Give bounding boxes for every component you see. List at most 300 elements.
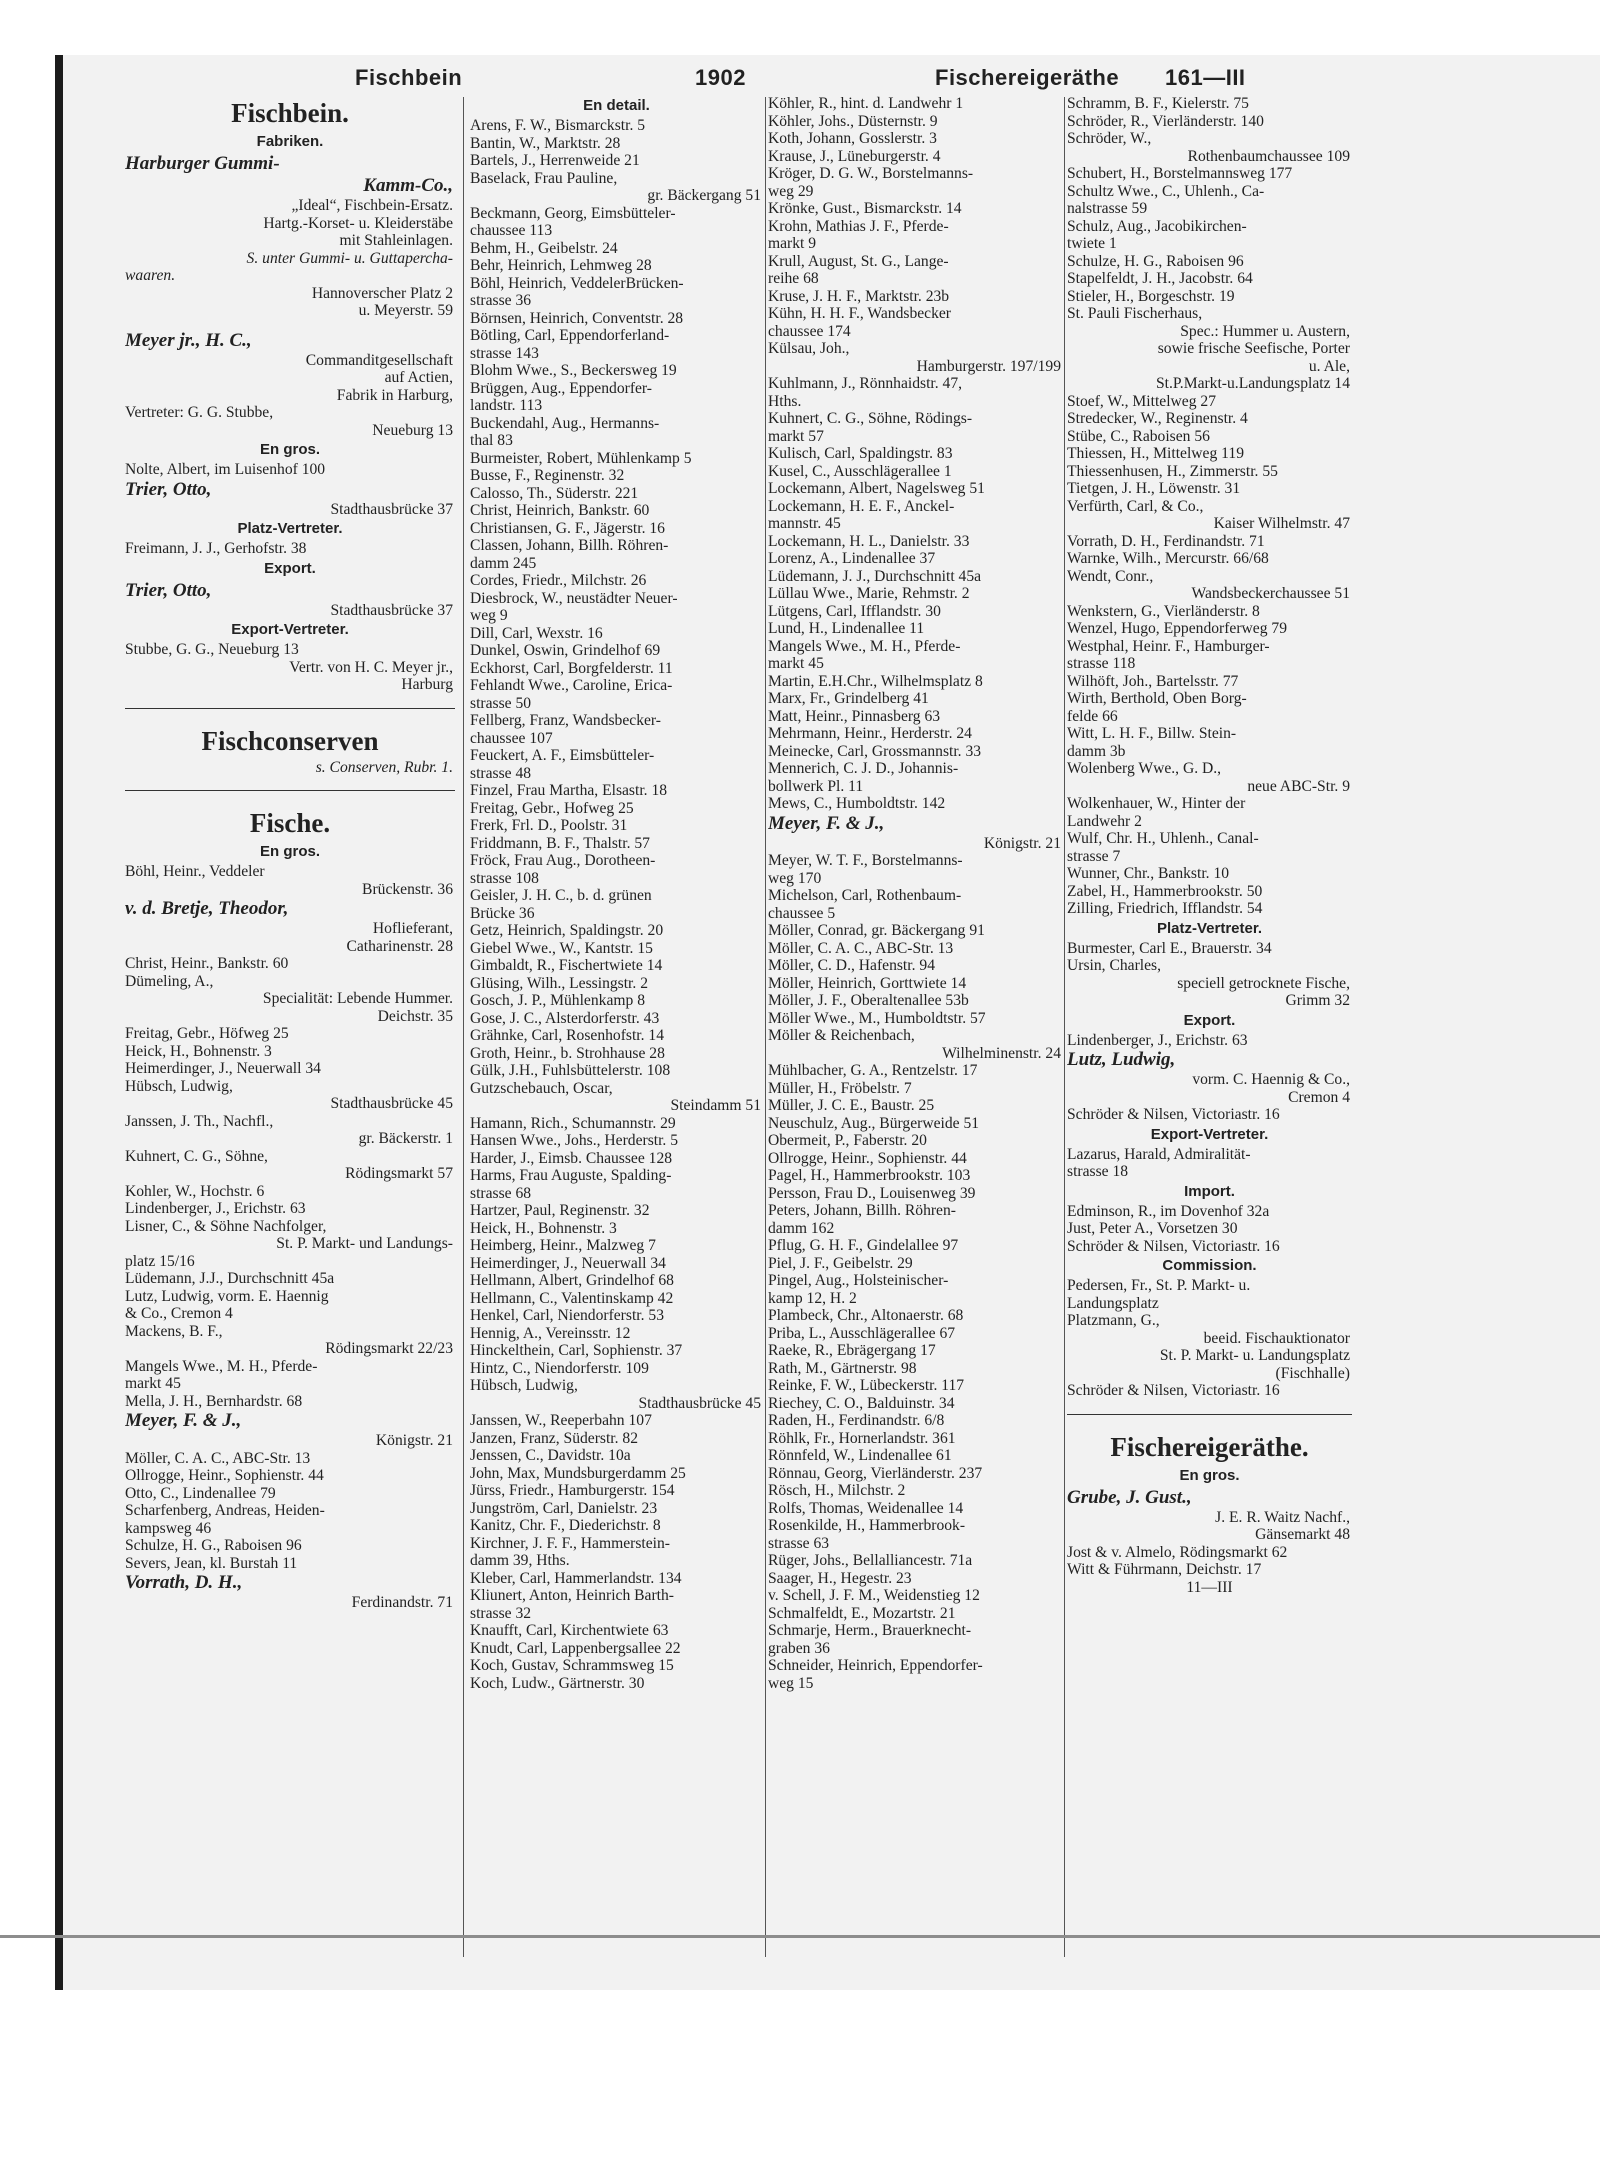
entry-line: u. Ale, [1308, 357, 1350, 375]
entry-line: Landungsplatz [1067, 1294, 1159, 1312]
entry-line: Möller, Heinrich, Gorttwiete 14 [768, 974, 967, 992]
entry-line: Fröck, Frau Aug., Dorotheen- [470, 852, 656, 869]
entry-line: Köhler, R., hint. d. Landwehr 1 [768, 95, 964, 112]
entry-line: Lazarus, Harald, Admiralität- [1067, 1145, 1251, 1163]
entry-line: Heick, H., Bohnenstr. 3 [470, 1219, 617, 1237]
running-header [55, 61, 1600, 95]
entry-line: Gutzschebauch, Oscar, [470, 1079, 613, 1097]
highlighted-entry-name: Kamm-Co., [363, 175, 453, 196]
entry-line: Otto, C., Lindenallee 79 [125, 1484, 276, 1502]
entry-line: John, Max, Mundsburgerdamm 25 [470, 1464, 686, 1482]
subsection-heading: En gros. [259, 441, 320, 458]
entry-line: Lund, H., Lindenallee 11 [768, 620, 925, 637]
highlighted-entry-name: Grube, J. Gust., [1067, 1486, 1192, 1508]
entry-line: Hellmann, C., Valentinskamp 42 [470, 1289, 674, 1307]
entry-line: Hannoverscher Platz 2 [311, 284, 453, 302]
highlighted-entry-name: Trier, Otto, [125, 579, 212, 601]
entry-line: Wunner, Chr., Bankstr. 10 [1067, 865, 1230, 882]
entry-line: gr. Bäckerstr. 1 [358, 1130, 453, 1147]
entry-line: Burmester, Carl E., Brauerstr. 34 [1067, 939, 1272, 957]
entry-line: Westphal, Heinr. F., Hamburger- [1067, 637, 1270, 655]
entry-line: twiete 1 [1067, 235, 1117, 252]
entry-line: Janssen, J. Th., Nachfl., [125, 1112, 274, 1130]
entry-line: Janssen, W., Reeperbahn 107 [470, 1412, 652, 1429]
column-3 [768, 95, 1063, 1692]
entry-line: thal 83 [470, 432, 513, 449]
section-heading: Fische. [249, 808, 331, 838]
entry-line: Deichstr. 35 [377, 1007, 453, 1025]
entry-line: v. Schell, J. F. M., Weidenstieg 12 [768, 1587, 980, 1604]
entry-line: Harms, Frau Auguste, Spalding- [470, 1167, 672, 1184]
entry-line: Dill, Carl, Wexstr. 16 [470, 624, 603, 642]
entry-line: Schröder & Nilsen, Victoriastr. 16 [1067, 1237, 1280, 1255]
entry-line: Schultz Wwe., C., Uhlenh., Ca- [1067, 182, 1265, 200]
subsection-heading: Export. [1183, 1011, 1236, 1029]
entry-line: Lockemann, H. E. F., Anckel- [768, 497, 955, 515]
entry-line: Mühlbacher, G. A., Rentzelstr. 17 [768, 1062, 978, 1079]
entry-line: Freimann, J. J., Gerhofstr. 38 [125, 540, 307, 557]
entry-line: Bötling, Carl, Eppendorferland- [470, 327, 670, 344]
entry-line: Beckmann, Georg, Eimsbütteler- [470, 204, 676, 222]
entry-line: Meyer, W. T. F., Borstelmanns- [768, 852, 963, 869]
subsection-heading: Platz-Vertreter. [1156, 919, 1263, 937]
entry-line: Schröder & Nilsen, Victoriastr. 16 [1067, 1106, 1280, 1123]
entry-line: Schröder & Nilsen, Victoriastr. 16 [1067, 1382, 1280, 1399]
highlighted-entry-name: Trier, Otto, [125, 478, 212, 500]
entry-line: chaussee 5 [768, 904, 836, 922]
entry-line: Behr, Heinrich, Lehmweg 28 [470, 257, 652, 274]
entry-line: Cremon 4 [1288, 1088, 1350, 1106]
entry-line: Raden, H., Ferdinandstr. 6/8 [768, 1412, 945, 1429]
entry-line: Dümeling, A., [125, 972, 214, 990]
entry-line: Bantin, W., Marktstr. 28 [470, 134, 621, 152]
entry-line: Brückenstr. 36 [362, 880, 453, 898]
entry-line: Jungström, Carl, Danielstr. 23 [470, 1499, 658, 1517]
entry-line: Rösch, H., Milchstr. 2 [768, 1482, 906, 1499]
entry-line: Gänsemarkt 48 [1255, 1526, 1350, 1543]
entry-line: Hansen Wwe., Johs., Herderstr. 5 [470, 1132, 679, 1149]
entry-line: Schmarje, Herm., Brauerknecht- [768, 1622, 972, 1639]
entry-line: Krönke, Gust., Bismarckstr. 14 [768, 200, 962, 217]
entry-line: mit Stahleinlagen. [339, 232, 453, 249]
column-divider [1064, 97, 1065, 1957]
entry-line: Witt, L. H. F., Billw. Stein- [1067, 725, 1237, 742]
entry-line: Stieler, H., Borgeschstr. 19 [1067, 287, 1235, 305]
entry-line: Witt & Führmann, Deichstr. 17 [1067, 1561, 1262, 1578]
entry-line: Zabel, H., Hammerbrookstr. 50 [1067, 882, 1263, 900]
section-heading: Fischconserven [201, 725, 379, 756]
entry-line: strasse 7 [1067, 847, 1121, 865]
entry-line: strasse 36 [470, 292, 532, 309]
entry-line: Wendt, Conr., [1067, 567, 1154, 585]
entry-line: Hintz, C., Niendorferstr. 109 [470, 1359, 649, 1377]
entry-line: Gülk, J.H., Fuhlsbüttelerstr. 108 [470, 1062, 671, 1079]
entry-line: Plambeck, Chr., Altonaerstr. 68 [768, 1307, 964, 1324]
entry-line: Lutz, Ludwig, vorm. E. Haennig [125, 1287, 329, 1305]
entry-line: Stapelfeldt, J. H., Jacobstr. 64 [1067, 270, 1253, 287]
entry-line: Saager, H., Hegestr. 23 [768, 1569, 912, 1587]
entry-line: neue ABC-Str. 9 [1247, 777, 1350, 795]
section-divider [125, 790, 455, 791]
entry-line: Kruse, J. H. F., Marktstr. 23b [768, 287, 950, 305]
entry-line: Martin, E.H.Chr., Wilhelmsplatz 8 [768, 672, 983, 690]
entry-line: Möller Wwe., M., Humboldtstr. 57 [768, 1009, 986, 1027]
subsection-heading: Commission. [1162, 1257, 1257, 1274]
entry-line: chaussee 174 [768, 322, 851, 340]
entry-line: Stubbe, G. G., Neueburg 13 [125, 641, 299, 658]
entry-line: Krohn, Mathias J. F., Pferde- [768, 217, 949, 235]
entry-line: Rath, M., Gärtnerstr. 98 [768, 1359, 917, 1377]
entry-line: strasse 108 [470, 869, 539, 887]
entry-line: Lindenberger, J., Erichstr. 63 [125, 1200, 306, 1217]
entry-line: Groth, Heinr., b. Strohhause 28 [470, 1044, 665, 1062]
entry-line: Möller, C. A. C., ABC-Str. 13 [768, 939, 954, 957]
entry-line: Königstr. 21 [375, 1432, 453, 1449]
highlighted-entry-name: Vorrath, D. H., [125, 1572, 243, 1593]
entry-line: Christ, Heinr., Bankstr. 60 [125, 955, 289, 972]
entry-line: Heimberg, Heinr., Malzweg 7 [470, 1237, 656, 1254]
entry-line: Wirth, Berthold, Oben Borg- [1067, 690, 1247, 707]
column-1 [125, 95, 455, 1612]
entry-line: Raeke, R., Ebrägergang 17 [768, 1342, 936, 1359]
entry-line: Schröder, W., [1067, 130, 1152, 147]
entry-line: Mews, C., Humboldtstr. 142 [768, 795, 946, 812]
highlighted-entry-name: Meyer, F. & J., [125, 1410, 242, 1431]
entry-line: Lorenz, A., Lindenallee 37 [768, 550, 936, 567]
entry-line: Hinckelthein, Carl, Sophienstr. 37 [470, 1342, 683, 1359]
entry-line: kampsweg 46 [125, 1519, 212, 1537]
entry-line: Müller, J. C. E., Baustr. 25 [768, 1097, 935, 1114]
entry-line: Müller, H., Fröbelstr. 7 [768, 1079, 912, 1097]
entry-line: Scharfenberg, Andreas, Heiden- [125, 1502, 325, 1519]
entry-line: Stadthausbrücke 45 [330, 1095, 453, 1112]
entry-line: Catharinenstr. 28 [346, 937, 453, 955]
entry-line: chaussee 113 [470, 222, 553, 239]
entry-line: Jost & v. Almelo, Rödingsmarkt 62 [1067, 1543, 1288, 1561]
entry-line: Gimbaldt, R., Fischertwiete 14 [470, 957, 663, 974]
entry-line: Meinecke, Carl, Grossmannstr. 33 [768, 742, 982, 760]
entry-line: Wilhöft, Joh., Bartelsstr. 77 [1067, 672, 1239, 690]
entry-line: St.P.Markt-u.Landungsplatz 14 [1155, 375, 1350, 392]
entry-line: Dunkel, Oswin, Grindelhof 69 [470, 642, 661, 659]
entry-line: Landwehr 2 [1067, 812, 1142, 830]
entry-line: Christ, Heinrich, Bankstr. 60 [470, 502, 650, 519]
entry-line: Jenssen, C., Davidstr. 10a [470, 1447, 631, 1464]
entry-line: Diesbrock, W., neustädter Neuer- [470, 589, 678, 607]
entry-line: Janzen, Franz, Süderstr. 82 [470, 1429, 639, 1447]
entry-line: S. unter Gummi- u. Guttapercha- [246, 249, 453, 267]
highlighted-entry-name: Meyer, F. & J., [768, 812, 885, 834]
entry-line: Rolfs, Thomas, Weidenallee 14 [768, 1499, 964, 1517]
entry-line: Mella, J. H., Bernhardstr. 68 [125, 1392, 303, 1410]
subsection-heading: En gros. [1179, 1466, 1240, 1484]
column-4 [1067, 95, 1352, 1596]
entry-line: Zilling, Friedrich, Ifflandstr. 54 [1067, 900, 1263, 917]
entry-line: Hartg.-Korset- u. Kleiderstäbe [263, 214, 453, 232]
spacer [125, 320, 455, 330]
entry-line: Kirchner, J. F. F., Hammerstein- [470, 1534, 670, 1552]
entry-line: Königstr. 21 [983, 834, 1061, 852]
entry-line: vorm. C. Haennig & Co., [1192, 1071, 1350, 1088]
entry-line: mannstr. 45 [768, 515, 841, 532]
entry-line: Külsau, Joh., [768, 340, 850, 357]
entry-line: Kröger, D. G. W., Borstelmanns- [768, 165, 974, 182]
entry-line: Krause, J., Lüneburgerstr. 4 [768, 147, 941, 165]
entry-line: Koch, Ludw., Gärtnerstr. 30 [470, 1674, 645, 1692]
entry-line: Hths. [768, 392, 802, 410]
highlighted-entry-name: Meyer jr., H. C., [125, 329, 252, 351]
header-year: 1902 [695, 65, 746, 90]
entry-line: damm 245 [470, 554, 537, 572]
entry-line: weg 15 [768, 1674, 814, 1692]
entry-line: Stredecker, W., Reginenstr. 4 [1067, 410, 1248, 427]
entry-line: Hennig, A., Vereinsstr. 12 [470, 1324, 631, 1342]
entry-line: Brüggen, Aug., Eppendorfer- [470, 379, 653, 397]
entry-line: Mehrmann, Heinr., Herderstr. 24 [768, 725, 972, 742]
entry-line: Köhler, Johs., Düsternstr. 9 [768, 112, 938, 130]
entry-line: Böhl, Heinr., Veddeler [125, 863, 265, 880]
entry-line: beeid. Fischauktionator [1203, 1329, 1350, 1347]
subsection-heading: Export-Vertreter. [1150, 1125, 1269, 1143]
entry-line: markt 45 [768, 655, 824, 672]
header-right-keyword: Fischereigeräthe [935, 65, 1120, 90]
column-divider [463, 97, 464, 1957]
entry-line: Persson, Frau D., Louisenweg 39 [768, 1184, 976, 1202]
entry-line: Hamburgerstr. 197/199 [916, 357, 1061, 375]
entry-line: Kuhnert, C. G., Söhne, Rödings- [768, 410, 973, 427]
entry-line: chaussee 107 [470, 729, 553, 747]
entry-line: Commanditgesellschaft [305, 351, 453, 369]
entry-line: Mangels Wwe., M. H., Pferde- [125, 1357, 318, 1375]
subsection-heading: En gros. [259, 843, 320, 860]
entry-line: Lütgens, Carl, Ifflandstr. 30 [768, 602, 941, 620]
entry-line: Classen, Johann, Billh. Röhren- [470, 537, 669, 554]
entry-line: Kaiser Wilhelmstr. 47 [1213, 515, 1350, 532]
entry-line: Henkel, Carl, Niendorferstr. 53 [470, 1307, 665, 1324]
subsection-heading: Platz-Vertreter. [237, 520, 343, 537]
entry-line: Lockemann, H. L., Danielstr. 33 [768, 532, 970, 550]
entry-line: Neuschulz, Aug., Bürgerweide 51 [768, 1114, 980, 1132]
section-heading: Fischereigeräthe. [1110, 1431, 1309, 1462]
entry-line: Stoef, W., Mittelweg 27 [1067, 392, 1217, 410]
entry-line: Mennerich, C. J. D., Johannis- [768, 760, 959, 777]
highlighted-entry-name: Harburger Gummi- [125, 153, 280, 174]
entry-line: Feuckert, A. F., Eimsbütteler- [470, 747, 655, 764]
entry-line: strasse 118 [1067, 655, 1136, 672]
entry-line: Michelson, Carl, Rothenbaum- [768, 887, 962, 904]
entry-line: Rothenbaumchaussee 109 [1187, 147, 1350, 165]
entry-line: Steindamm 51 [670, 1097, 761, 1114]
entry-line: Severs, Jean, kl. Burstah 11 [125, 1554, 298, 1572]
entry-line: reihe 68 [768, 270, 819, 287]
entry-line: Edminson, R., im Dovenhof 32a [1067, 1202, 1270, 1220]
entry-line: Schulze, H. G., Raboisen 96 [1067, 252, 1244, 270]
entry-line: Ferdinandstr. 71 [351, 1594, 453, 1611]
entry-line: Arens, F. W., Bismarckstr. 5 [470, 117, 646, 134]
entry-line: Möller, Conrad, gr. Bäckergang 91 [768, 922, 985, 939]
entry-line: Fellberg, Franz, Wandsbecker- [470, 712, 661, 729]
entry-line: Schulze, H. G., Raboisen 96 [125, 1537, 302, 1554]
entry-line: Hoflieferant, [372, 920, 453, 937]
entry-line: Möller, C. D., Hafenstr. 94 [768, 957, 935, 974]
entry-line: Eckhorst, Carl, Borgfelderstr. 11 [470, 659, 673, 677]
entry-line: Verfürth, Carl, & Co., [1067, 497, 1204, 515]
entry-line: Schulz, Aug., Jacobikirchen- [1067, 217, 1247, 235]
entry-line: Thiessenhusen, H., Zimmerstr. 55 [1067, 462, 1278, 480]
section-heading: Fischbein. [231, 98, 349, 128]
entry-line: Harder, J., Eimsb. Chaussee 128 [470, 1149, 673, 1167]
entry-line: Finzel, Frau Martha, Elsastr. 18 [470, 782, 668, 799]
entry-line: St. Pauli Fischerhaus, [1067, 305, 1203, 322]
entry-line: Busse, F., Reginenstr. 32 [470, 467, 625, 484]
entry-line: Vertreter: G. G. Stubbe, [125, 404, 274, 421]
entry-line: St. P. Markt- und Landungs- [276, 1235, 453, 1252]
entry-line: Cordes, Friedr., Milchstr. 26 [470, 572, 647, 589]
entry-line: Lüdemann, J.J., Durchschnitt 45a [125, 1270, 335, 1287]
entry-line: Glüsing, Wilh., Lessingstr. 2 [470, 974, 648, 992]
entry-line: weg 170 [768, 869, 822, 887]
entry-line: Knaufft, Carl, Kirchentwiete 63 [470, 1622, 669, 1639]
entry-line: Gosch, J. P., Mühlenkamp 8 [470, 992, 645, 1009]
entry-line: Koth, Johann, Gosslerstr. 3 [768, 130, 937, 147]
entry-line: s. Conserven, Rubr. 1. [315, 758, 453, 776]
entry-line: Ursin, Charles, [1067, 957, 1161, 974]
entry-line: Kanitz, Chr. F., Diederichstr. 8 [470, 1517, 661, 1534]
entry-line: Knudt, Carl, Lappenbergsallee 22 [470, 1639, 681, 1657]
entry-line: strasse 50 [470, 694, 532, 712]
entry-line: Wolenberg Wwe., G. D., [1067, 760, 1222, 777]
entry-line: Rüger, Johs., Bellalliancestr. 71a [768, 1552, 973, 1569]
entry-line: Kuhlmann, J., Rönnhaidstr. 47, [768, 375, 963, 392]
entry-line: Fabrik in Harburg, [336, 386, 453, 404]
entry-line: Burmeister, Robert, Mühlenkamp 5 [470, 449, 692, 467]
highlighted-entry-name: Lutz, Ludwig, [1067, 1049, 1176, 1070]
entry-line: Rönnau, Georg, Vierländerstr. 237 [768, 1464, 983, 1482]
entry-line: Christiansen, G. F., Jägerstr. 16 [470, 519, 665, 537]
entry-line: Specialität: Lebende Hummer. [262, 990, 453, 1007]
entry-line: Möller, J. F., Oberaltenallee 53b [768, 992, 969, 1009]
entry-line: Möller & Reichenbach, [768, 1027, 915, 1044]
entry-line: Stadthausbrücke 37 [330, 500, 453, 518]
entry-line: (Fischhalle) [1275, 1364, 1350, 1382]
entry-line: Just, Peter A., Vorsetzen 30 [1067, 1220, 1238, 1237]
section-divider [1067, 1414, 1352, 1415]
entry-line: Matt, Heinr., Pinnasberg 63 [768, 707, 941, 725]
entry-line: Behm, H., Geibelstr. 24 [470, 239, 618, 257]
entry-line: auf Actien, [384, 369, 453, 386]
entry-line: Lüllau Wwe., Marie, Rehmstr. 2 [768, 585, 970, 602]
entry-line: Pingel, Aug., Holsteinischer- [768, 1272, 949, 1289]
entry-line: Freitag, Gebr., Höfweg 25 [125, 1025, 289, 1042]
entry-line: landstr. 113 [470, 397, 543, 414]
entry-line: Heimerdinger, J., Neuerwall 34 [125, 1060, 321, 1077]
book-spine-edge [55, 55, 63, 1990]
entry-line: Kulisch, Carl, Spaldingstr. 83 [768, 445, 953, 462]
entry-line: Ollrogge, Heinr., Sophienstr. 44 [125, 1467, 324, 1484]
subsection-heading: Import. [1184, 1182, 1235, 1200]
entry-line: Blohm Wwe., S., Beckersweg 19 [470, 362, 677, 379]
scan-bottom-edge [0, 1935, 1600, 1938]
section-divider [125, 708, 455, 709]
entry-line: Stadthausbrücke 37 [330, 601, 453, 619]
entry-line: Wenkstern, G., Vierländerstr. 8 [1067, 602, 1260, 620]
entry-line: Geisler, J. H. C., b. d. grünen [470, 887, 652, 904]
header-left-keyword: Fischbein [355, 65, 463, 90]
entry-line: Heick, H., Bohnenstr. 3 [125, 1042, 272, 1060]
entry-line: Giebel Wwe., W., Kantstr. 15 [470, 939, 653, 957]
entry-line: Hamann, Rich., Schumannstr. 29 [470, 1114, 676, 1132]
entry-line: Lüdemann, J. J., Durchschnitt 45a [768, 567, 982, 585]
entry-line: Rödingsmarkt 57 [345, 1165, 453, 1182]
entry-line: Lindenberger, J., Erichstr. 63 [1067, 1031, 1248, 1049]
entry-line: Kliunert, Anton, Heinrich Barth- [470, 1587, 674, 1604]
entry-line: Jürss, Friedr., Hamburgerstr. 154 [470, 1482, 675, 1499]
entry-line: strasse 18 [1067, 1163, 1129, 1180]
entry-line: Wandsbeckerchaussee 51 [1191, 585, 1350, 602]
entry-line: weg 9 [470, 607, 508, 624]
entry-line: Buckendahl, Aug., Hermanns- [470, 414, 660, 432]
entry-line: Frerk, Frl. D., Poolstr. 31 [470, 817, 628, 834]
entry-line: damm 3b [1067, 742, 1126, 760]
entry-line: Vertr. von H. C. Meyer jr., [289, 658, 453, 676]
entry-line: 11—III [1186, 1578, 1233, 1596]
entry-line: Schramm, B. F., Kielerstr. 75 [1067, 95, 1249, 112]
entry-line: Kohler, W., Hochstr. 6 [125, 1182, 265, 1200]
entry-line: Spec.: Hummer u. Austern, [1180, 322, 1350, 340]
subsection-heading: Export-Vertreter. [231, 621, 349, 638]
entry-line: Piel, J. F., Geibelstr. 29 [768, 1254, 913, 1272]
entry-line: Kühn, H. H. F., Wandsbecker [768, 305, 952, 322]
entry-line: Gose, J. C., Alsterdorferstr. 43 [470, 1009, 660, 1027]
entry-line: Riechey, C. O., Balduinstr. 34 [768, 1394, 955, 1412]
entry-line: Möller, C. A. C., ABC-Str. 13 [125, 1449, 311, 1467]
entry-line: Grimm 32 [1285, 992, 1350, 1009]
entry-line: Rosenkilde, H., Hammerbrook- [768, 1517, 966, 1534]
scanned-page [55, 55, 1600, 1990]
entry-line: Lisner, C., & Söhne Nachfolger, [125, 1217, 327, 1235]
entry-line: Wulf, Chr. H., Uhlenh., Canal- [1067, 830, 1259, 847]
entry-line: Röhlk, Fr., Hornerlandstr. 361 [768, 1429, 956, 1447]
subsection-heading: En detail. [583, 97, 650, 114]
entry-line: Brücke 36 [470, 904, 535, 922]
entry-line: platz 15/16 [125, 1252, 195, 1270]
entry-line: waaren. [125, 267, 176, 284]
entry-line: Baselack, Frau Pauline, [470, 169, 618, 187]
subsection-heading: Fabriken. [256, 133, 324, 150]
entry-line: u. Meyerstr. 59 [358, 302, 453, 319]
entry-line: kamp 12, H. 2 [768, 1289, 857, 1307]
entry-line: Friddmann, B. F., Thalstr. 57 [470, 834, 650, 852]
entry-line: strasse 63 [768, 1534, 830, 1552]
entry-line: markt 9 [768, 235, 817, 252]
entry-line: Heimerdinger, J., Neuerwall 34 [470, 1254, 666, 1272]
entry-line: Mangels Wwe., M. H., Pferde- [768, 637, 961, 655]
entry-line: J. E. R. Waitz Nachf., [1215, 1508, 1350, 1526]
entry-line: Wilhelminenstr. 24 [942, 1044, 1061, 1062]
entry-line: Schmalfeldt, E., Mozartstr. 21 [768, 1604, 956, 1622]
entry-line: Freitag, Gebr., Hofweg 25 [470, 799, 634, 817]
entry-line: Schubert, H., Borstelmannsweg 177 [1067, 165, 1293, 182]
entry-line: Ollrogge, Heinr., Sophienstr. 44 [768, 1149, 967, 1167]
entry-line: Stübe, C., Raboisen 56 [1067, 427, 1210, 445]
entry-line: Pagel, H., Hammerbrookstr. 103 [768, 1167, 971, 1184]
entry-line: Obermeit, P., Faberstr. 20 [768, 1132, 927, 1149]
entry-line: speciell getrocknete Fische, [1177, 974, 1350, 992]
entry-line: sowie frische Seefische, Porter [1157, 340, 1350, 357]
entry-line: felde 66 [1067, 707, 1118, 725]
column-2 [470, 95, 763, 1692]
entry-line: Pedersen, Fr., St. P. Markt- u. [1067, 1277, 1251, 1294]
